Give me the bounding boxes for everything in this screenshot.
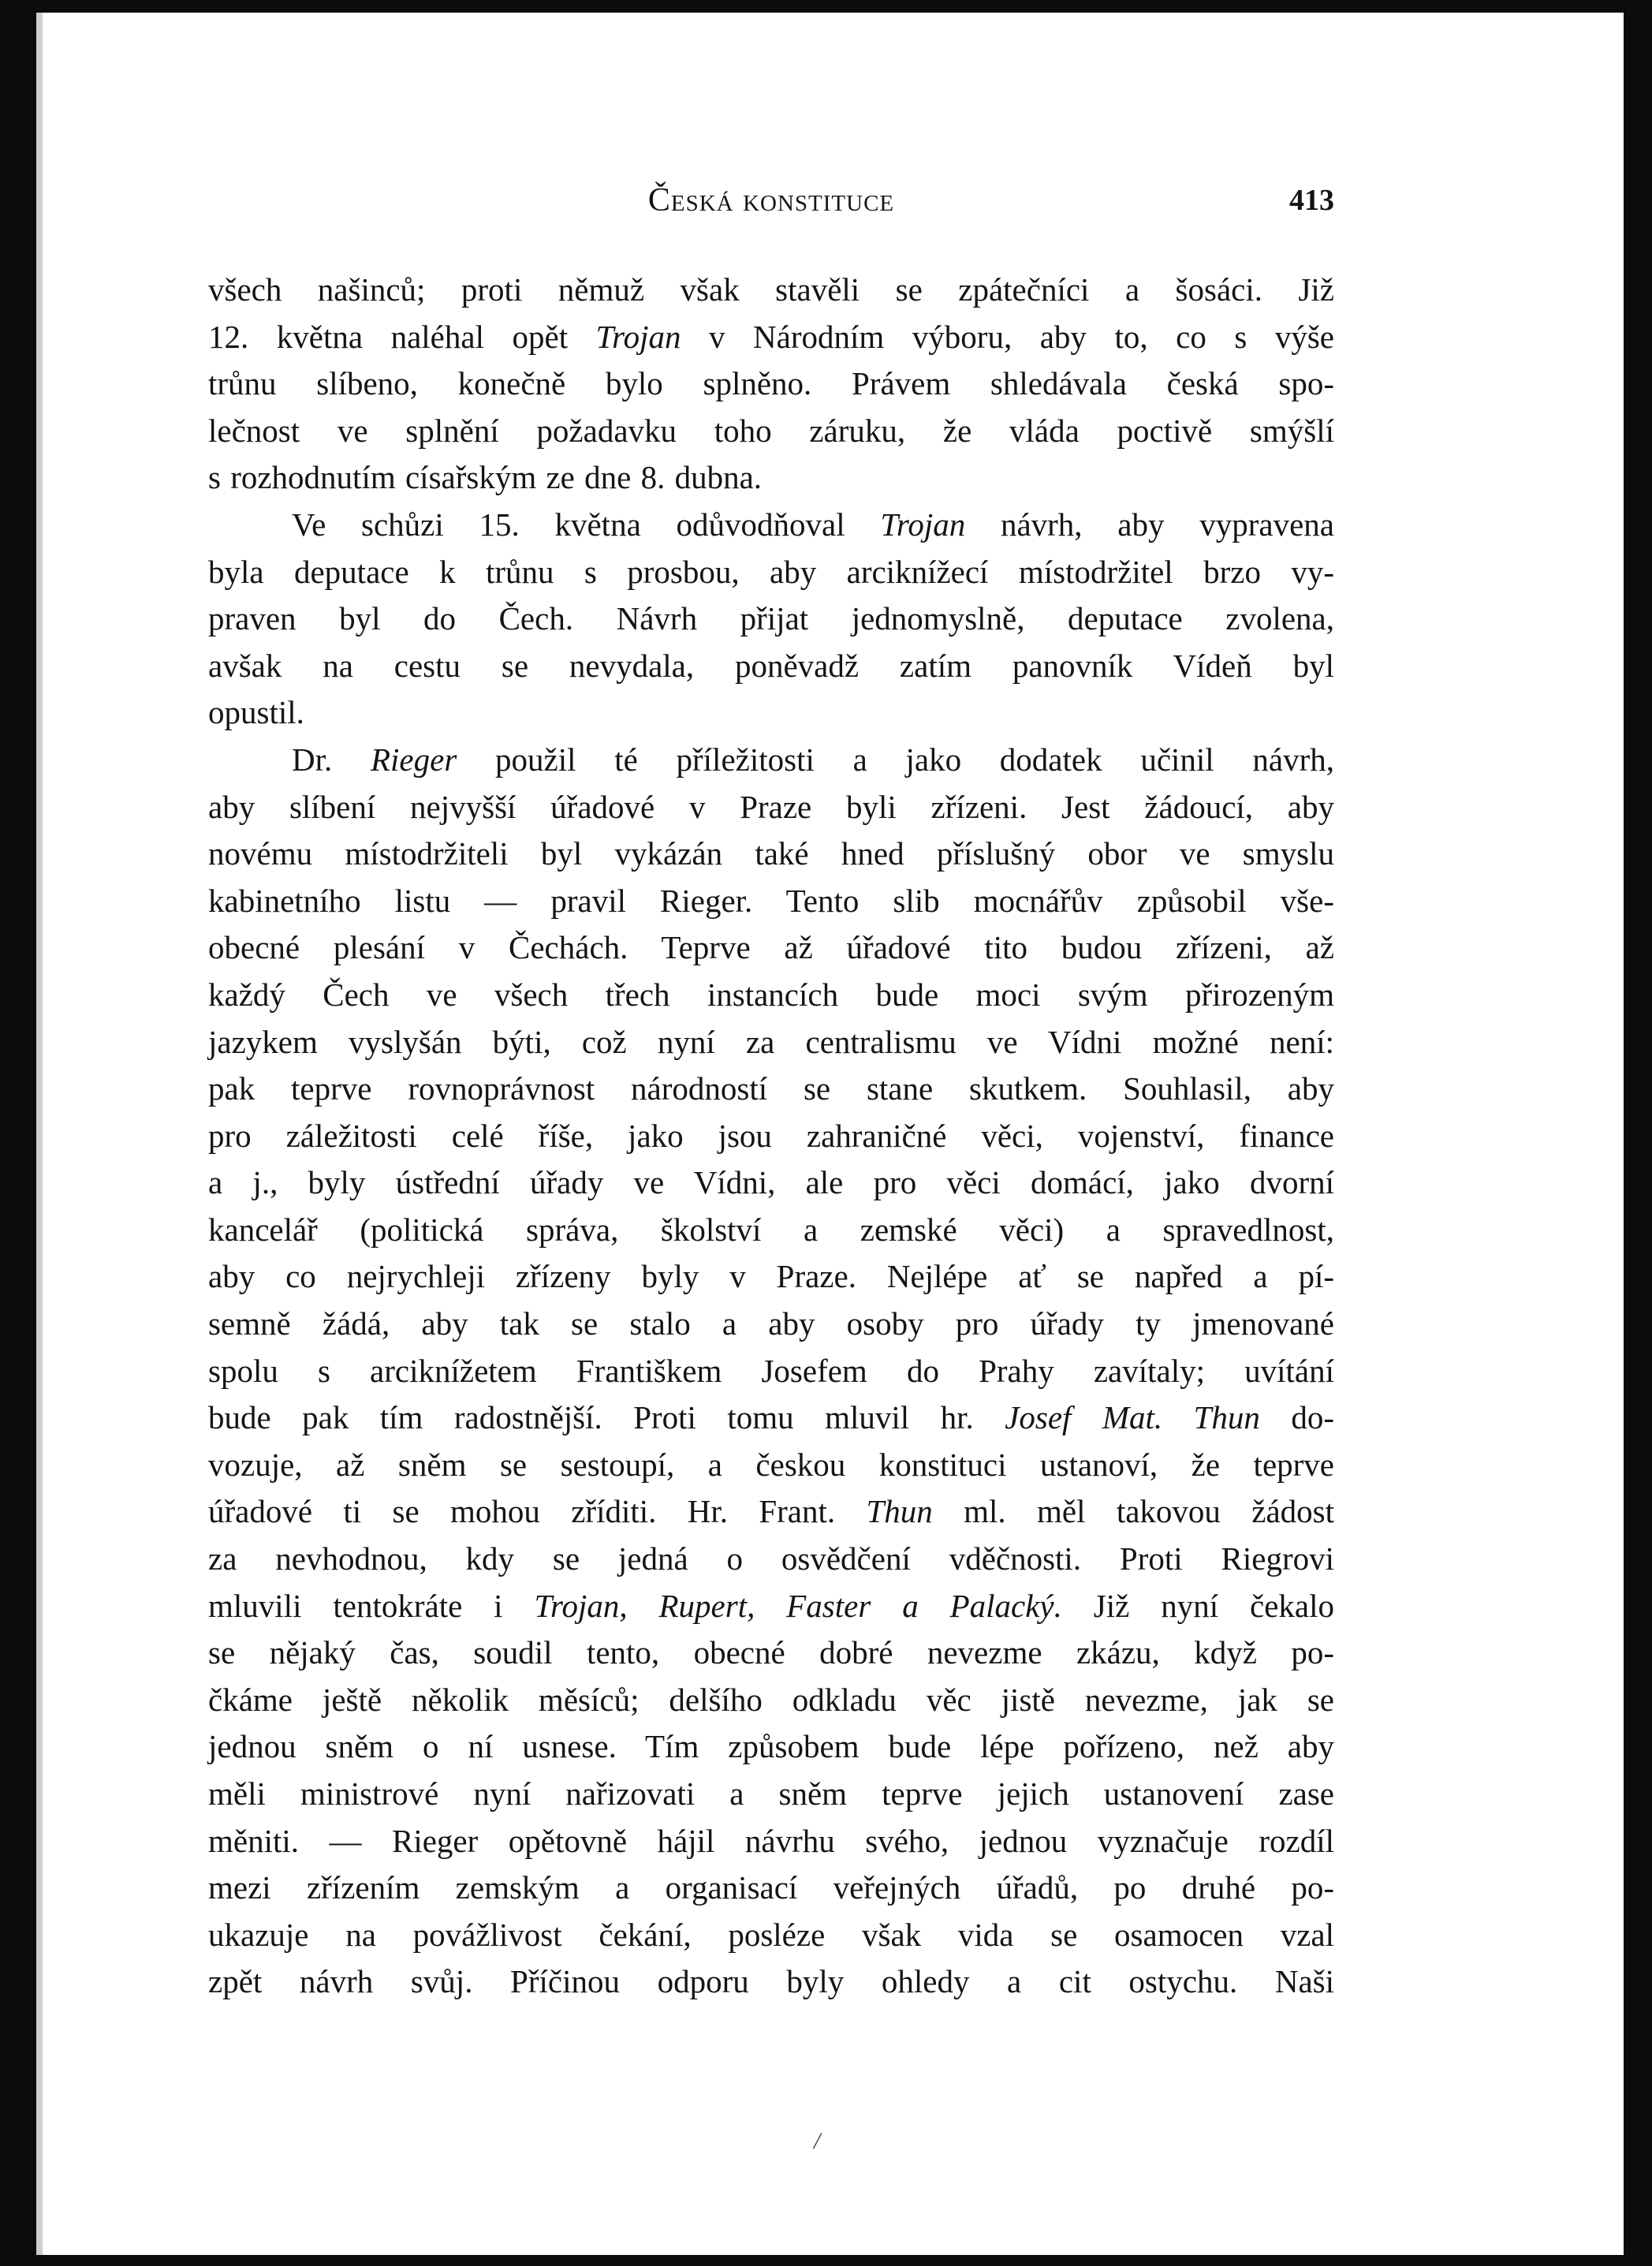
text-line: aby slíbení nejvyšší úřadové v Praze byli zřízeni. Jest žádoucí, aby — [208, 788, 1334, 825]
text-line: jazykem vyslyšán býti, což nyní za centralismu ve Vídni možné není: — [208, 1023, 1334, 1060]
text-line: byla deputace k trůnu s prosbou, aby arciknížecí místodržitel brzo vy- — [208, 553, 1334, 590]
text-line: ukazuje na povážlivost čekání, posléze však vida se osamocen vzal — [208, 1916, 1334, 1953]
text-line: semně žádá, aby tak se stalo a aby osoby pro úřady ty jmenované — [208, 1305, 1334, 1342]
text-line: obecné plesání v Čechách. Teprve až úřadové tito budou zřízeni, až — [208, 929, 1334, 966]
paragraph-start: Dr. Rieger použil té příležitosti a jako dodatek učinil návrh, — [292, 741, 1335, 778]
text-line: úřadové ti se mohou zříditi. Hr. Frant. Thun ml. měl takovou žádost — [208, 1493, 1335, 1530]
person-name: Josef Mat. Thun — [1005, 1399, 1260, 1436]
text-line: trůnu slíbeno, konečně bylo splněno. Právem shledávala česká spo- — [208, 365, 1334, 402]
stray-mark: / — [814, 2128, 821, 2154]
text-line: vozuje, až sněm se sestoupí, a českou konstituci ustanoví, že teprve — [208, 1446, 1334, 1483]
text-line: kabinetního listu — pravil Rieger. Tento slib mocnářův způsobil vše- — [208, 882, 1334, 919]
text-line: novému místodržiteli byl vykázán také hned příslušný obor ve smyslu — [208, 835, 1334, 872]
text-line: praven byl do Čech. Návrh přijat jednomyslně, deputace zvolena, — [208, 600, 1334, 637]
text-line: za nevhodnou, kdy se jedná o osvědčení vděčnosti. Proti Riegrovi — [208, 1540, 1334, 1577]
text-line: lečnost ve splnění požadavku toho záruku, že vláda poctivě smýšlí — [208, 412, 1334, 449]
text-line: s rozhodnutím císařským ze dne 8. dubna. — [208, 459, 763, 496]
text-line: opustil. — [208, 694, 304, 731]
text-line: avšak na cestu se nevydala, poněvadž zatím panovník Vídeň byl — [208, 647, 1334, 684]
text-line: a j., byly ústřední úřady ve Vídni, ale pro věci domácí, jako dvorní — [208, 1164, 1334, 1201]
text-line: 12. května naléhal opět Trojan v Národním výboru, aby to, co s výše — [208, 318, 1334, 355]
text-line: pak teprve rovnoprávnost národností se stane skutkem. Souhlasil, aby — [208, 1070, 1334, 1107]
text-line: všech našinců; proti němuž však stavěli se zpátečníci a šosáci. Již — [208, 271, 1334, 308]
text-line: bude pak tím radostnější. Proti tomu mluvil hr. Josef Mat. Thun do- — [208, 1399, 1334, 1436]
person-name: Trojan, Rupert, Faster a Palacký. — [534, 1587, 1062, 1624]
text-line: mezi zřízením zemským a organisací veřejných úřadů, po druhé po- — [208, 1869, 1334, 1906]
person-name: Trojan — [595, 318, 681, 355]
body-text — [208, 267, 1334, 2006]
text-line: každý Čech ve všech třech instancích bude moci svým přirozeným — [208, 976, 1334, 1013]
text-line: jednou sněm o ní usnese. Tím způsobem bude lépe pořízeno, než aby — [208, 1728, 1334, 1765]
text-line: mluvili tentokráte i Trojan, Rupert, Faster a Palacký. Již nyní čekalo — [208, 1587, 1334, 1624]
text-line: pro záležitosti celé říše, jako jsou zahraničné věci, vojenství, finance — [208, 1117, 1334, 1154]
text-line: kancelář (politická správa, školství a zemské věci) a spravedlnost, — [208, 1211, 1334, 1248]
page-edge — [36, 13, 43, 2255]
text-line: spolu s arciknížetem Františkem Josefem do Prahy zavítaly; uvítání — [208, 1352, 1334, 1389]
text-line: měli ministrové nyní nařizovati a sněm teprve jejich ustanovení zase — [208, 1775, 1334, 1812]
text-line: měniti. — Rieger opětovně hájil návrhu svého, jednou vyznačuje rozdíl — [208, 1822, 1334, 1859]
paragraph-start: Ve schůzi 15. května odůvodňoval Trojan návrh, aby vypravena — [292, 506, 1334, 543]
text-line: zpět návrh svůj. Příčinou odporu byly ohledy a cit ostychu. Naši — [208, 1963, 1334, 2000]
running-title: Česká konstituce — [647, 182, 895, 218]
running-head — [208, 172, 1334, 227]
text-line: aby co nejrychleji zřízeny byly v Praze. Nejlépe ať se napřed a pí- — [208, 1258, 1334, 1295]
person-name: Trojan — [880, 506, 966, 543]
person-name: Rieger — [370, 741, 457, 778]
text-line: čkáme ještě několik měsíců; delšího odkladu věc jistě nevezme, jak se — [208, 1681, 1334, 1718]
person-name: Thun — [866, 1493, 933, 1530]
page-number: 413 — [1289, 184, 1334, 217]
text-line: se nějaký čas, soudil tento, obecné dobré nevezme zkázu, když po- — [208, 1634, 1334, 1671]
